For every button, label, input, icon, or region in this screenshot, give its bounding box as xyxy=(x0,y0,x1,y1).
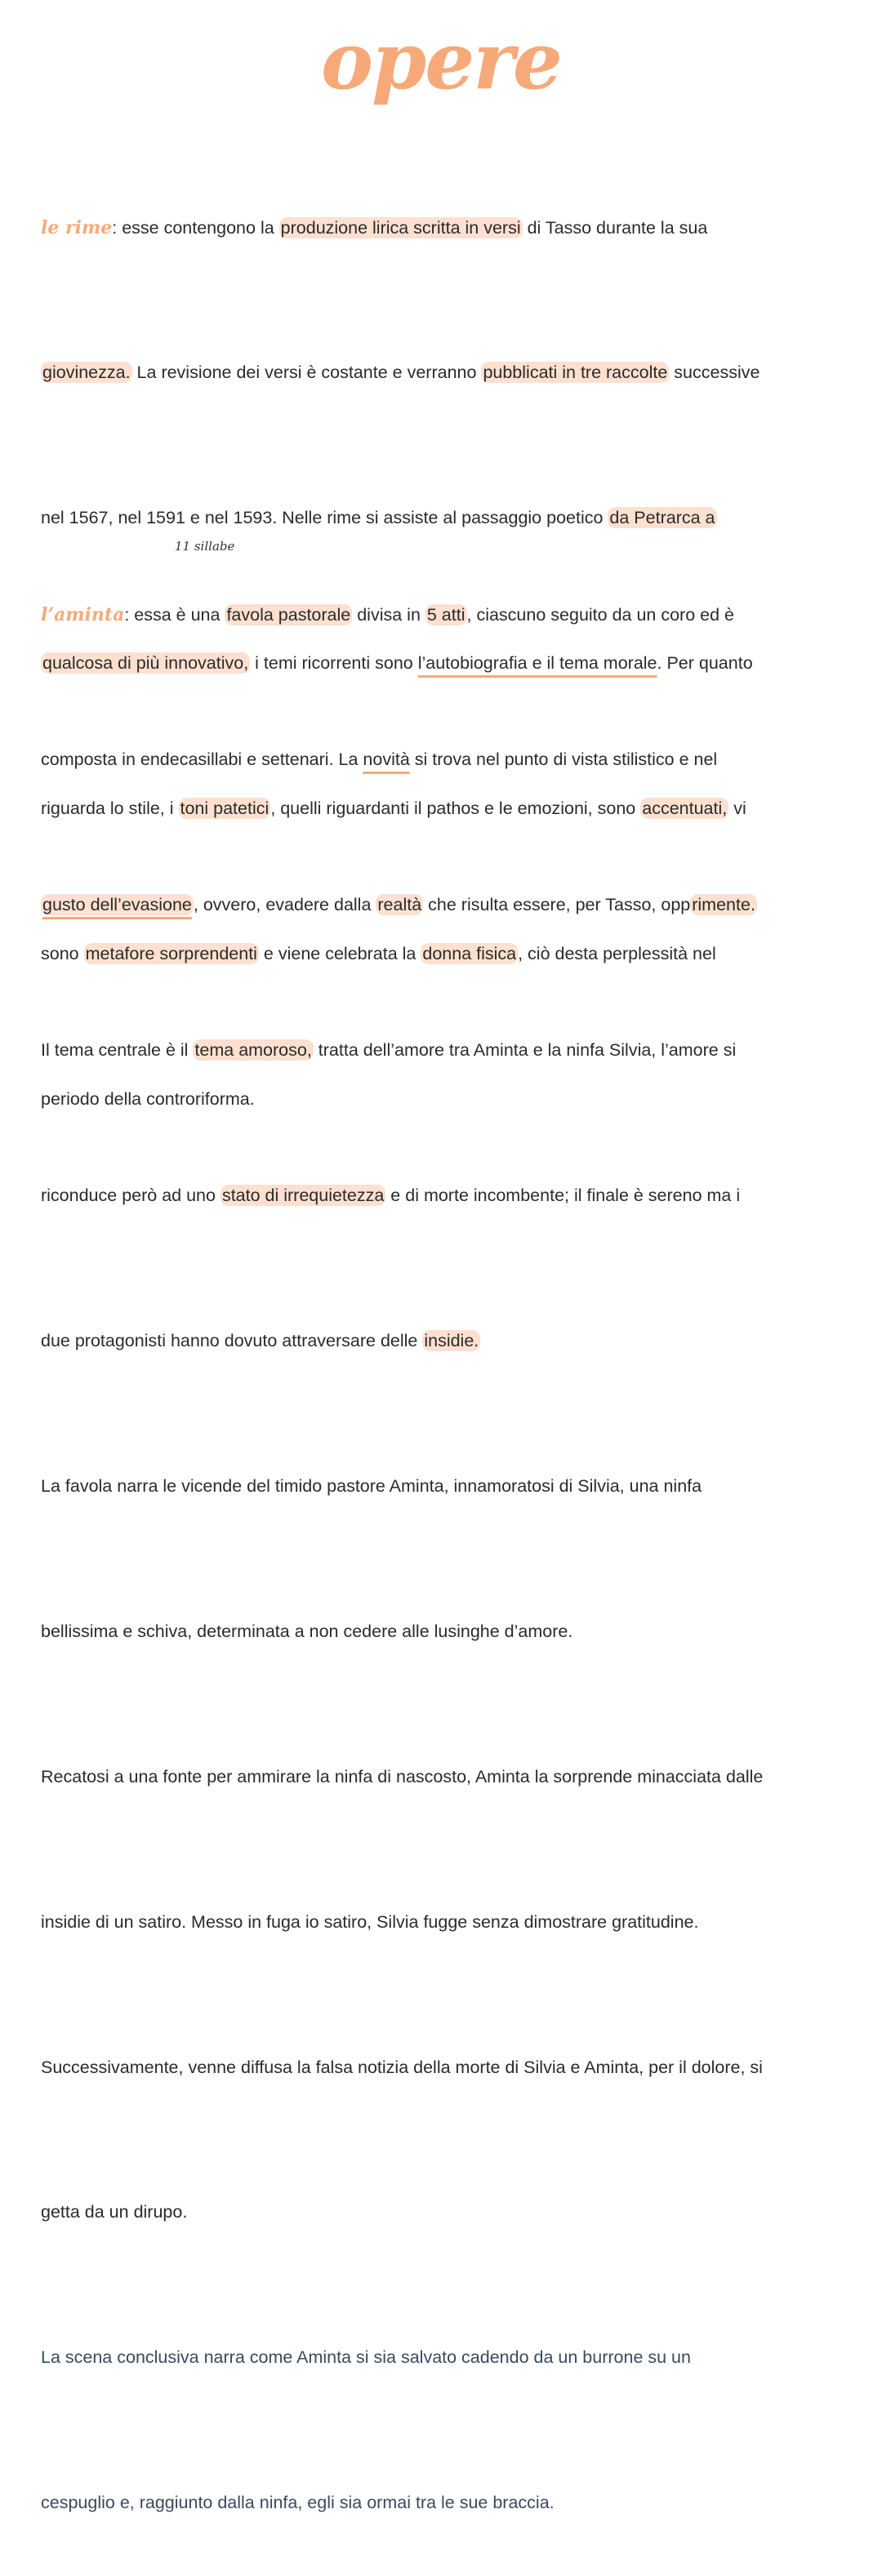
highlight: giovinezza. xyxy=(42,363,131,383)
highlight: qualcosa di più innovativo, xyxy=(42,653,249,674)
text: e viene celebrata la xyxy=(258,944,421,964)
text: si trova nel punto di vista stilistico e nel xyxy=(409,750,718,770)
text-line xyxy=(41,1753,849,1801)
text-line xyxy=(41,1608,849,1656)
text: i temi ricorrenti sono xyxy=(250,653,418,674)
text-line xyxy=(41,204,849,252)
text-line xyxy=(41,2334,849,2382)
text-line xyxy=(41,1317,849,1365)
highlight: accentuati, xyxy=(642,799,728,819)
highlight: rimente. xyxy=(692,895,755,915)
text: insidie di un satiro. Messo in fuga io satiro, Silvia fugge senza dimostrare gratitudine. xyxy=(41,1911,699,1932)
text: due protagonisti hanno dovuto attraversare delle xyxy=(41,1331,423,1351)
text: La favola narra le vicende del timido pastore Aminta, innamoratosi di Silvia, una ninfa xyxy=(41,1475,702,1496)
text-line xyxy=(41,1172,849,1220)
text-line xyxy=(41,2188,849,2236)
text: periodo della controriforma. xyxy=(41,1088,255,1109)
text: tratta dell’amore tra Aminta e la ninfa Silvia, l’amore si xyxy=(313,1040,737,1061)
highlight: 5 atti xyxy=(426,604,466,625)
text: riconduce però ad uno xyxy=(41,1186,220,1206)
section-label-rime: le rime xyxy=(41,216,113,238)
text: riguarda lo stile, i xyxy=(41,799,179,819)
highlight: stato di irrequietezza xyxy=(221,1186,385,1206)
text: divisa in xyxy=(352,604,425,625)
text: . Per quanto xyxy=(657,653,753,674)
text: successive xyxy=(669,363,760,383)
highlight: favola pastorale xyxy=(226,604,351,625)
text-line xyxy=(41,1462,849,1510)
text: bellissima e schiva, determinata a non cedere alle lusinghe d’amore. xyxy=(41,1621,573,1641)
underline: l’autobiografia e il tema morale xyxy=(417,653,657,674)
text: Successivamente, venne diffusa la falsa notizia della morte di Silvia e Aminta, per il dolore, si xyxy=(41,2057,763,2077)
highlight: realtà xyxy=(377,895,422,915)
text: e di morte incombente; il finale è sereno ma i xyxy=(385,1186,741,1206)
text: , ciò desta perplessità nel xyxy=(518,944,716,964)
highlight: toni patetici xyxy=(180,799,270,819)
highlight: donna fisica xyxy=(422,944,517,964)
text: , quelli riguardanti il pathos e le emozioni, sono xyxy=(270,799,641,819)
aminta-paragraph xyxy=(41,494,849,2576)
highlight: gusto dell’evasione xyxy=(42,895,192,915)
text: composta in endecasillabi e settenari. La xyxy=(41,750,363,770)
text-line xyxy=(41,591,849,639)
text: nel 1567, nel 1591 e nel 1593. Nelle rime si assiste al passaggio poetico xyxy=(41,508,608,528)
handwritten-note: 11 sillabe xyxy=(175,539,235,554)
text: che risulta essere, per Tasso, opp xyxy=(423,895,691,915)
text-line xyxy=(41,1898,849,1946)
underline: novità xyxy=(363,750,410,770)
text: , ovvero, evadere dalla xyxy=(193,895,376,915)
highlight: pubblicati in tre raccolte xyxy=(483,363,668,383)
text-line xyxy=(41,349,849,397)
highlight: metafore sorprendenti xyxy=(85,944,257,964)
page-title: opere xyxy=(321,15,561,107)
highlight: da Petrarca a xyxy=(609,508,715,528)
text-line xyxy=(41,881,849,929)
text-line xyxy=(41,2479,849,2527)
text: vi xyxy=(728,799,746,819)
highlight: insidie. xyxy=(424,1331,479,1351)
text-line xyxy=(41,2044,849,2092)
text: Il tema centrale è il xyxy=(41,1040,194,1061)
text-line xyxy=(41,1026,849,1074)
text: getta da un dirupo. xyxy=(41,2202,188,2222)
text: La revisione dei versi è costante e verranno xyxy=(131,363,482,383)
text: sono xyxy=(41,944,84,964)
text: La scena conclusiva narra come Aminta si sia salvato cadendo da un burrone su un xyxy=(41,2347,691,2368)
section-label-aminta: l’aminta xyxy=(41,603,125,625)
highlight: produzione lirica scritta in versi xyxy=(280,217,521,238)
text: : essa è una xyxy=(124,604,225,625)
text: , ciascuno seguito da un coro ed è xyxy=(466,604,734,625)
text: : esse contengono la xyxy=(112,217,279,238)
text: Recatosi a una fonte per ammirare la ninfa di nascosto, Aminta la sorprende minacciata dalle xyxy=(41,1766,764,1786)
text-line xyxy=(41,736,849,784)
highlight: tema amoroso, xyxy=(194,1040,312,1061)
text: cespuglio e, raggiunto dalla ninfa, egli sia ormai tra le sue braccia. xyxy=(41,2493,555,2513)
text: di Tasso durante la sua xyxy=(522,217,708,238)
